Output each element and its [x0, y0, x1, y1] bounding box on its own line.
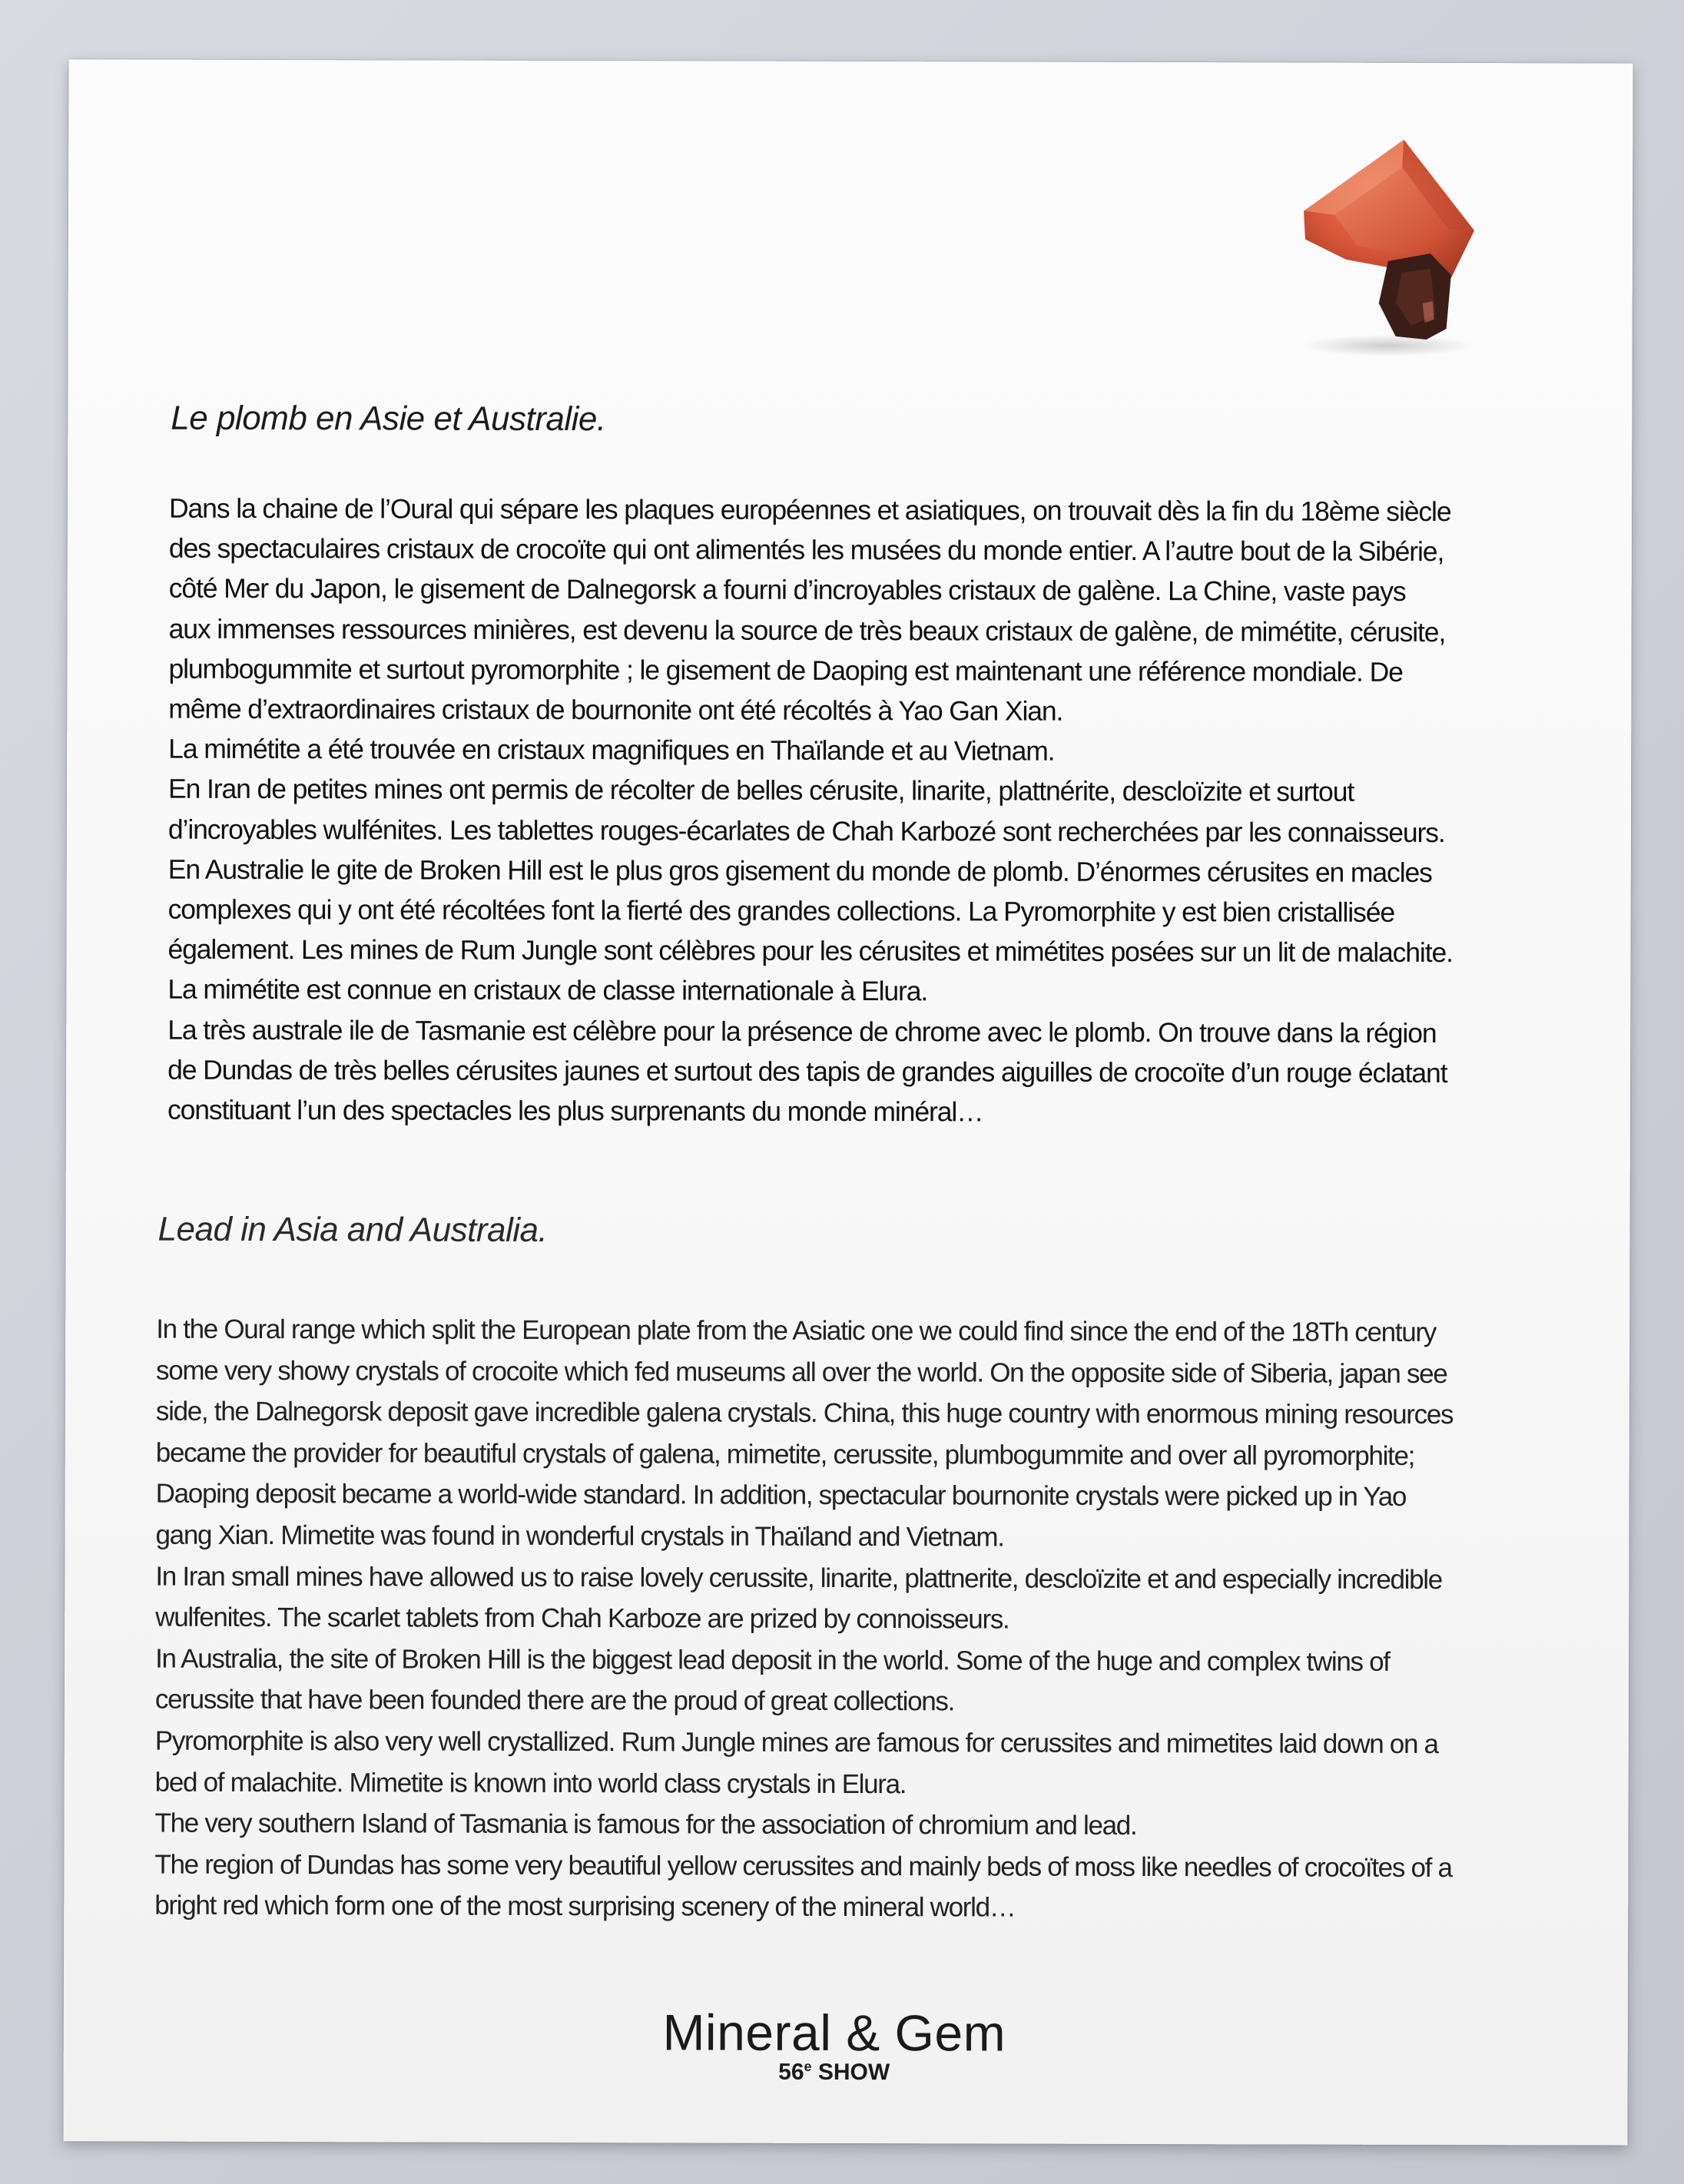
french-line: La très australe ile de Tasmanie est célèbre pour la présence de chrome avec le plomb. On trouve dans la région — [167, 1014, 1437, 1049]
english-line: The very southern Island of Tasmania is famous for the association of chromium and lead. — [154, 1808, 1137, 1841]
english-heading: Lead in Asia and Australia. — [157, 1210, 548, 1249]
wulfenite-crystal-image — [1273, 138, 1504, 369]
english-line: gang Xian. Mimetite was found in wonderful crystals in Thaïland and Vietnam. — [155, 1520, 1004, 1553]
french-line: de Dundas de très belles cérusites jaunes et surtout des tapis de grandes aiguilles de crocoïte d’un rouge éclatant — [167, 1054, 1447, 1089]
mineral-gem-logo — [64, 2001, 1628, 2087]
english-line: Daoping deposit became a world-wide standard. In addition, spectacular bournonite crystals were picked up in Yao — [155, 1479, 1407, 1513]
french-line: La mimétite a été trouvée en cristaux magnifiques en Thaïlande et au Vietnam. — [168, 733, 1055, 767]
french-line: même d’extraordinaires cristaux de bournonite ont été récoltés à Yao Gan Xian. — [168, 693, 1063, 727]
logo-edition-sup: e — [804, 2058, 812, 2074]
english-line: wulfenites. The scarlet tablets from Chah Karboze are prized by connoisseurs. — [155, 1602, 1009, 1635]
english-line: In the Oural range which split the European plate from the Asiatic one we could find since the end of the 18Th century — [156, 1314, 1437, 1348]
exhibit-placard — [63, 59, 1633, 2145]
english-line: In Australia, the site of Broken Hill is the biggest lead deposit in the world. Some of the huge and complex twins of — [155, 1643, 1390, 1677]
english-line: side, the Dalnegorsk deposit gave incredible galena crystals. China, this huge country with enormous mining resources — [155, 1396, 1454, 1430]
french-line: En Iran de petites mines ont permis de récolter de belles cérusite, linarite, plattnérite, descloïzite et surtout — [168, 774, 1354, 808]
french-line: également. Les mines de Rum Jungle sont célèbres pour les cérusites et mimétites posées sur un lit de malachite. — [167, 933, 1453, 969]
french-line: côté Mer du Japon, le gisement de Dalnegorsk a fourni d’incroyables cristaux de galène. La Chine, vaste pays — [168, 573, 1406, 608]
english-line: bed of malachite. Mimetite is known into world class crystals in Elura. — [154, 1767, 907, 1799]
logo-edition — [41, 2056, 1628, 2087]
english-line: became the provider for beautiful crystals of galena, mimetite, cerussite, plumbogummite and over all pyromorphite; — [155, 1437, 1415, 1471]
logo-edition-suffix: SHOW — [811, 2059, 890, 2086]
french-line: La mimétite est connue en cristaux de classe internationale à Elura. — [167, 974, 928, 1007]
english-line: some very showy crystals of crocoite which fed museums all over the world. On the opposite side of Siberia, japan see — [156, 1355, 1447, 1389]
english-line: bright red which form one of the most surprising scenery of the mineral world… — [154, 1890, 1016, 1923]
french-line: d’incroyables wulfénites. Les tablettes rouges-écarlates de Chah Karbozé sont recherchées par les connaisseurs. — [167, 814, 1445, 848]
english-line: cerussite that have been founded there are the proud of great collections. — [154, 1684, 955, 1717]
english-line: Pyromorphite is also very well crystallized. Rum Jungle mines are famous for cerussites and mimetites laid down on a — [154, 1725, 1438, 1759]
french-line: aux immenses ressources minières, est devenu la source de très beaux cristaux de galène, de mimétite, cérusite, — [168, 613, 1446, 648]
french-body — [167, 489, 1538, 1134]
french-line: plumbogummite et surtout pyromorphite ; le gisement de Daoping est maintenant une référence mondiale. De — [168, 653, 1403, 688]
french-line: des spectaculaires cristaux de crocoïte qui ont alimentés les musées du monde entier. A l’autre bout de la Sibérie, — [168, 532, 1444, 568]
logo-edition-number: 56 — [778, 2059, 804, 2085]
french-line: Dans la chaine de l’Oural qui sépare les plaques européennes et asiatiques, on trouvait dès la fin du 18ème siècle — [168, 492, 1451, 528]
french-line: constituant l’un des spectacles les plus surprenants du monde minéral… — [167, 1094, 983, 1128]
english-line: The region of Dundas has some very beautiful yellow cerussites and mainly beds of moss like needles of crocoïtes of a — [154, 1849, 1452, 1883]
logo-title: Mineral & Gem — [662, 2003, 1006, 2062]
english-line: In Iran small mines have allowed us to raise lovely cerussite, linarite, plattnerite, descloïzite et and especially incredible — [155, 1561, 1443, 1595]
french-line: complexes qui y ont été récoltées font la fierté des grandes collections. La Pyromorphite y est bien cristallisée — [167, 893, 1395, 928]
french-line: En Australie le gite de Broken Hill est le plus gros gisement du monde de plomb. D’énormes cérusites en macles — [167, 853, 1432, 888]
french-heading: Le plomb en Asie et Australie. — [171, 399, 606, 439]
english-body — [154, 1309, 1525, 1930]
